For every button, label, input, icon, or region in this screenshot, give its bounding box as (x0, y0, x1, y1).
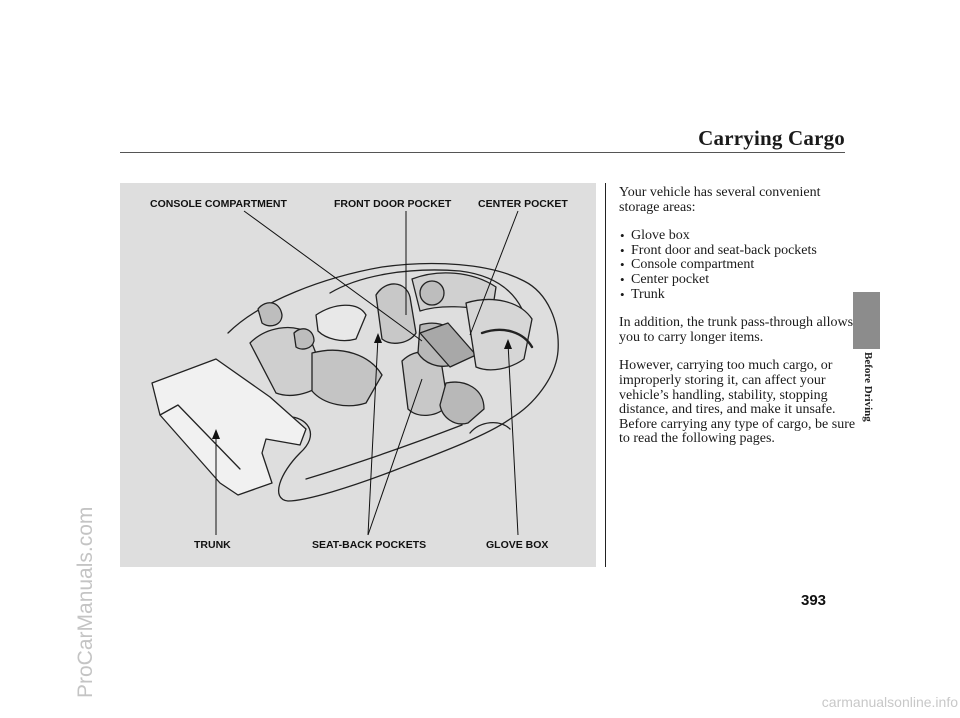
cargo-warning-paragraph: However, carrying too much cargo, or improperly storing it, can affect your vehicle’s handling, stability, stopping distance, and tires, and make it unsafe. Before carrying any type of cargo, be sure to read the following pages. (619, 358, 856, 447)
callout-center-pocket: CENTER POCKET (478, 198, 568, 210)
list-item: • Center pocket (620, 271, 710, 287)
section-tab (853, 292, 880, 349)
list-item: • Trunk (620, 286, 665, 302)
section-label: Before Driving (862, 352, 874, 422)
leader-seat-back-2 (368, 379, 422, 535)
front-door-panel (466, 300, 532, 370)
list-item: • Front door and seat-back pockets (620, 242, 817, 258)
side-watermark: ProCarManuals.com (74, 506, 97, 698)
bullet-icon: • (620, 228, 625, 244)
rear-door-window (316, 305, 366, 340)
rear-headrest-left (258, 303, 282, 326)
title-rule (120, 152, 845, 153)
callout-console-compartment: CONSOLE COMPARTMENT (150, 198, 287, 210)
storage-description (619, 186, 859, 447)
page-number: 393 (801, 592, 827, 609)
bullet-icon: • (620, 257, 625, 273)
callout-front-door-pocket: FRONT DOOR POCKET (334, 198, 452, 210)
list-item: • Glove box (620, 228, 690, 244)
callout-trunk: TRUNK (194, 539, 231, 551)
rear-seat-cushion (312, 350, 382, 405)
bullet-icon: • (620, 286, 625, 302)
bullet-icon: • (620, 242, 625, 258)
front-seat-cushion-right (440, 382, 484, 424)
front-seat-left (376, 284, 416, 343)
car-cutaway-drawing (120, 183, 596, 567)
rocker-line (306, 425, 462, 479)
steering-wheel (420, 281, 444, 305)
callout-glove-box: GLOVE BOX (486, 539, 549, 551)
column-divider (605, 183, 606, 567)
bullet-icon: • (620, 271, 625, 287)
leader-glove-box (508, 343, 518, 535)
list-item: • Console compartment (620, 257, 755, 273)
storage-list (619, 229, 859, 302)
pass-through-paragraph: In addition, the trunk pass-through allows you to carry longer items. (619, 315, 854, 345)
rear-headrest-right (294, 329, 314, 349)
intro-paragraph: Your vehicle has several convenient storage areas: (619, 185, 821, 215)
callout-seat-back-pockets: SEAT-BACK POCKETS (312, 539, 427, 551)
car-storage-illustration (120, 183, 596, 567)
footer-watermark: carmanualsonline.info (821, 694, 958, 710)
page-title: Carrying Cargo (698, 126, 845, 150)
